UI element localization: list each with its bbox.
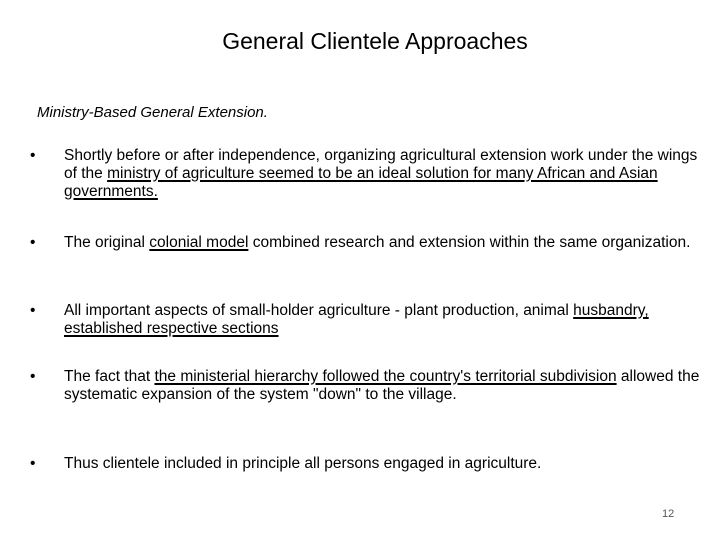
bullet-underlined-text: ministry of agriculture seemed to be an ideal solution for many African and Asian governments. — [64, 165, 658, 200]
bullet-underlined-text: colonial model — [149, 234, 249, 251]
bullet-text: Shortly before or after independence, organizing agricultural extension work under the wings of the — [64, 147, 698, 182]
bullet-item — [30, 455, 541, 473]
bullet-text: The fact that — [64, 368, 155, 385]
bullet-text-after: combined research and extension within the same organization. — [248, 234, 691, 251]
bullet-underlined-text: husbandry, established respective sections — [64, 302, 649, 337]
bullet-dot-icon: • — [30, 302, 36, 319]
bullet-dot-icon: • — [30, 455, 36, 472]
bullet-item — [30, 234, 690, 252]
bullet-item — [30, 147, 700, 201]
bullet-dot-icon: • — [30, 147, 36, 164]
slide-subtitle: Ministry-Based General Extension. — [37, 104, 268, 121]
bullet-text: All important aspects of small-holder agriculture - plant production, animal — [64, 302, 574, 319]
bullet-underlined-text: the ministerial hierarchy followed the country's territorial subdivision — [154, 368, 617, 385]
slide-title: General Clientele Approaches — [222, 28, 528, 54]
bullet-text-after: allowed the systematic expansion of the system "down" to the village. — [64, 368, 700, 403]
bullet-text: The original — [64, 234, 150, 251]
bullet-text: Thus clientele included in principle all persons engaged in agriculture. — [64, 455, 542, 472]
bullet-item — [30, 368, 700, 404]
page-number: 12 — [662, 508, 675, 520]
bullet-dot-icon: • — [30, 368, 36, 385]
bullet-dot-icon: • — [30, 234, 36, 251]
bullet-item — [30, 302, 700, 338]
